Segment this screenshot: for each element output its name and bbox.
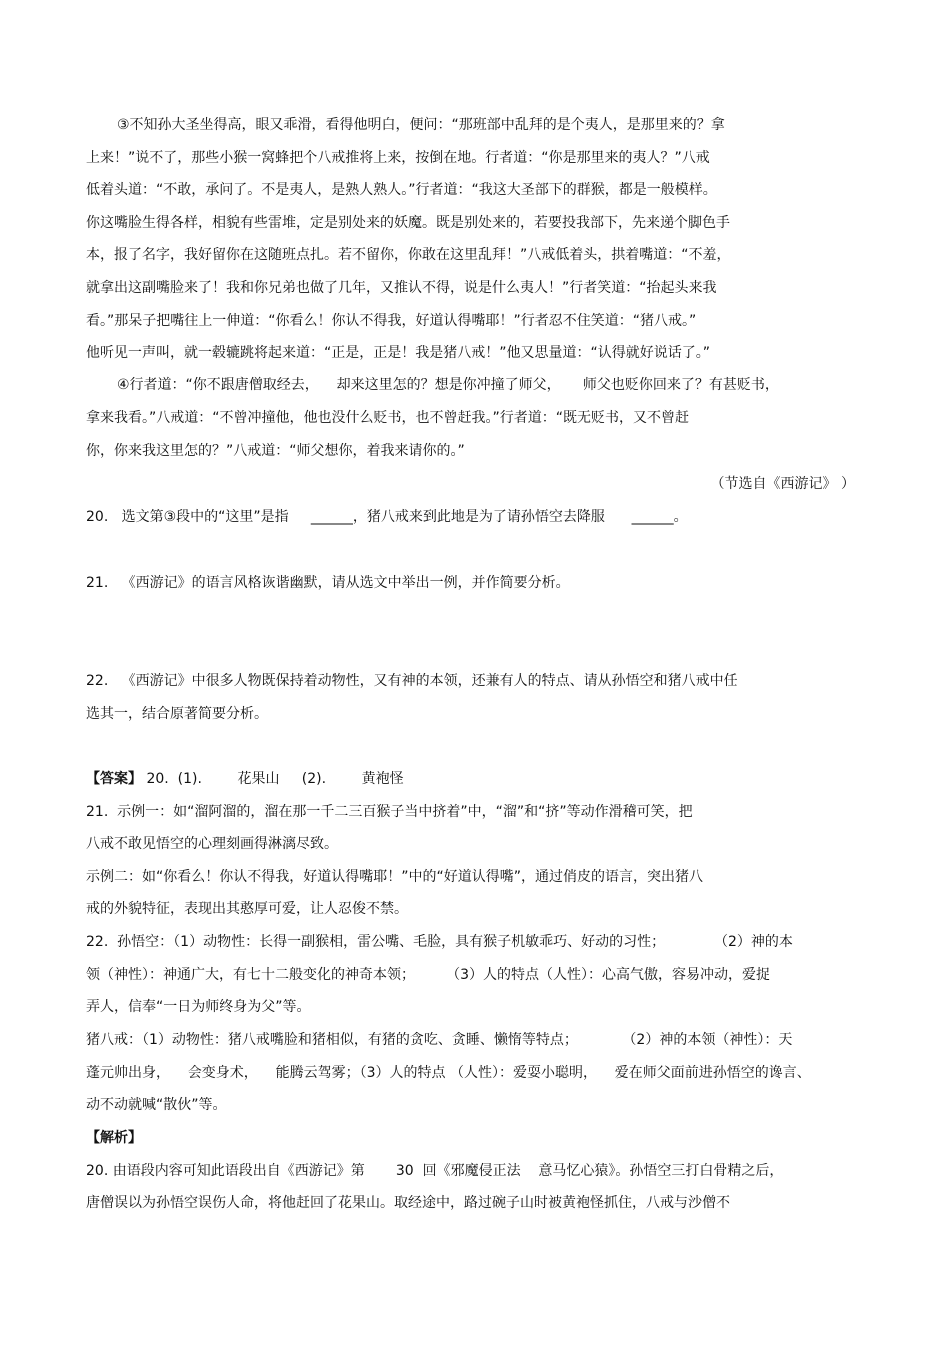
passage-p3-line: 本，报了名字，我好留你在这随班点扎。若不留你，你敢在这里乱拜！”八戒低着头，拱着嘴道：“不羞， [86,247,731,263]
passage-p3-line: ③不知孙大圣坐得高，眼又乖滑，看得他明白，便问：“那班部中乱拜的是个夷人，是那里来的？拿 [117,117,725,133]
analysis-20-line: 唐僧误以为孙悟空误伤人命，将他赶回了花果山。取经途中，路过碗子山时被黄袍怪抓住，八戒与沙僧不 [86,1195,730,1211]
answer-22-line: 22. 孙悟空：（1）动物性：长得一副猴相，雷公嘴、毛脸，具有猴子机敏乖巧、好动的习性； （2）神的本 [86,934,793,950]
passage-p3-line: 低着头道：“不敢，承问了。不是夷人，是熟人熟人。”行者道：“我这大圣部下的群猴，都是一般模样。 [86,182,717,198]
passage-p4-line: ④行者道：“你不跟唐僧取经去， 却来这里怎的？想是你冲撞了师父， 师父也贬你回来了？有甚贬书， [117,377,779,393]
passage-p4-line: 拿来我看。”八戒道：“不曾冲撞他，他也没什么贬书，也不曾赶我。”行者道：“既无贬书，又不曾赶 [86,410,690,426]
answer-22-line: 领（神性）：神通广大，有七十二般变化的神奇本领； （3）人的特点（人性）：心高气傲，容易冲动，爱捉 [86,967,771,983]
passage-p3-line: 就拿出这副嘴脸来了！我和你兄弟也做了几年，又推认不得，说是什么夷人！”行者笑道：“抬起头来我 [86,280,717,296]
answer-22-line: 动不动就喊“散伙”等。 [86,1097,227,1113]
passage-p3-line: 看。”那呆子把嘴往上一伸道：“你看么！你认不得我，好道认得嘴耶！”行者忍不住笑道：“猪八戒。” [86,313,697,329]
passage-p3-line: 他听见一声叫，就一毂辘跳将起来道：“正是，正是！我是猪八戒！”他又思量道：“认得就好说话了。” [86,345,711,361]
analysis-20-line: 20. 由语段内容可知此语段出自《西游记》第 30 回《邪魔侵正法 意马忆心猿》。孙悟空三打白骨精之后， [86,1163,784,1179]
answer-21-line: 八戒不敢见悟空的心理刻画得淋漓尽致。 [86,836,338,852]
answer-block [86,769,404,789]
answer-21-line: 戒的外貌特征，表现出其憨厚可爱，让人忍俊不禁。 [86,901,408,917]
question-22: 22. 《西游记》中很多人物既保持着动物性，又有神的本领，还兼有人的特点、请从孙悟空和猪八戒中任 [86,673,738,689]
answer-22-line: 弄人，信奉“一日为师终身为父”等。 [86,999,311,1015]
answer-heading: 【答案】 [86,771,142,787]
answer-22-line: 蓬元帅出身， 会变身术， 能腾云驾雾；（3）人的特点 （人性）：爱耍小聪明， 爱在师父面前进孙悟空的谗言、 [86,1065,811,1081]
answer-22-line: 猪八戒：（1）动物性：猪八戒嘴脸和猪相似，有猪的贪吃、贪睡、懒惰等特点； （2）神的本领（神性）：天 [86,1032,793,1048]
question-20: 20. 选文第③段中的“这里”是指 ______，猪八戒来到此地是为了请孙悟空去降服 ______。 [86,509,688,525]
passage-p4-line: 你，你来我这里怎的？”八戒道：“师父想你，着我来请你的。” [86,443,465,459]
passage-source: （节选自《西游记》 ） [710,476,855,492]
question-21: 21. 《西游记》的语言风格诙谐幽默，请从选文中举出一例，并作简要分析。 [86,575,570,591]
question-22-cont: 选其一，结合原著简要分析。 [86,706,268,722]
passage-p3-line: 你这嘴脸生得各样，相貌有些雷堆，定是别处来的妖魔。既是别处来的，若要投我部下，先来递个脚色手 [86,215,730,231]
passage-p3-line: 上来！”说不了，那些小猴一窝蜂把个八戒推将上来，按倒在地。行者道：“你是那里来的夷人？”八戒 [86,150,710,166]
analysis-heading: 【解析】 [86,1130,142,1146]
answer-21-line: 示例二：如“你看么！你认不得我，好道认得嘴耶！”中的“好道认得嘴”，通过俏皮的语言，突出猪八 [86,869,704,885]
answer-20: 20. (1). 花果山 (2). 黄袍怪 [142,771,404,787]
answer-21-line: 21. 示例一：如“溜阿溜的，溜在那一千二三百猴子当中挤着”中，“溜”和“挤”等动作滑稽可笑，把 [86,804,693,820]
